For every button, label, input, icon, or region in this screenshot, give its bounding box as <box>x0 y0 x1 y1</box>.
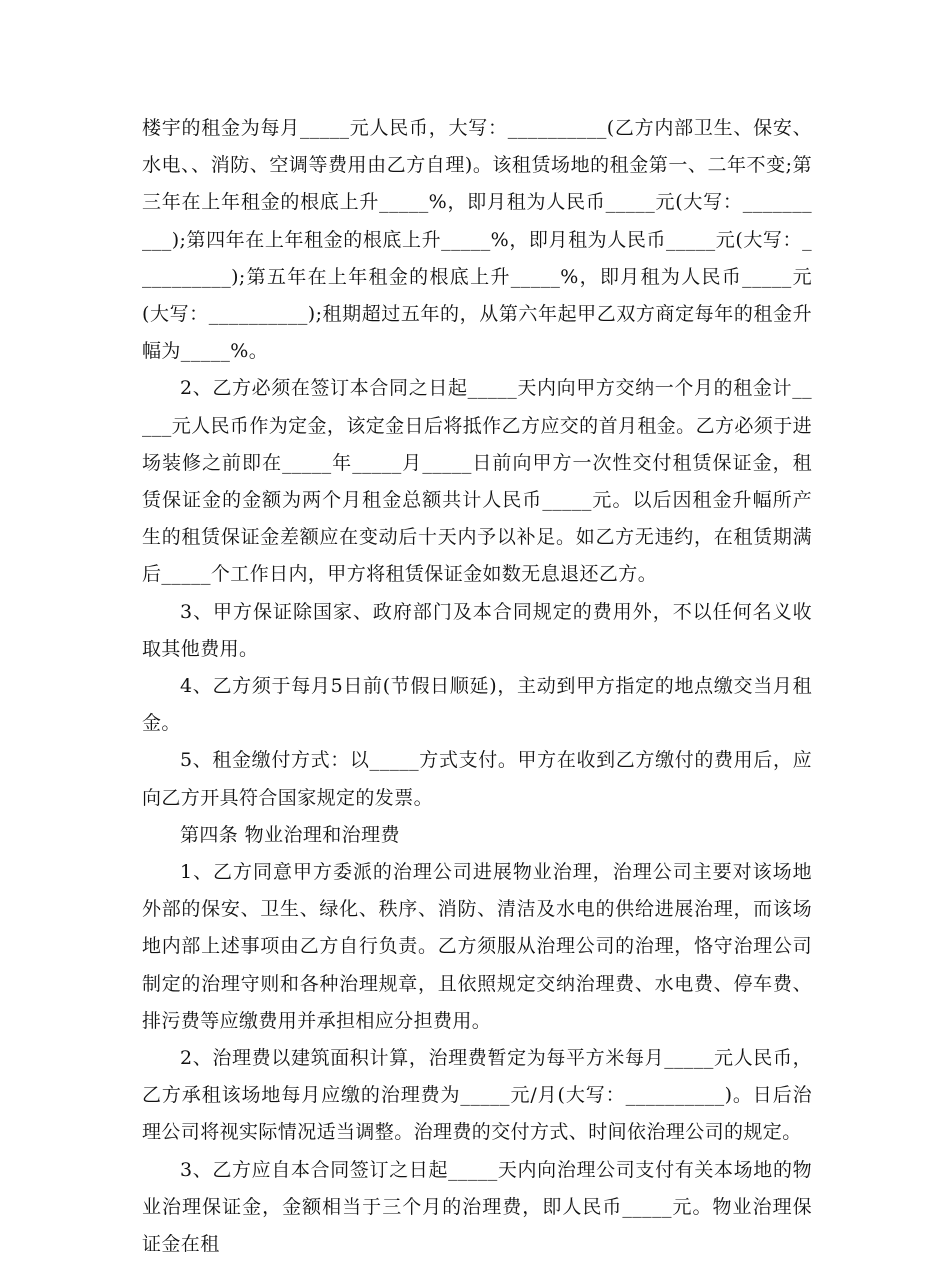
paragraph-rent-schedule: 楼宇的租金为每月_____元人民币，大写：__________(乙方内部卫生、保安、水电、、消防、空调等费用由乙方自理)。该租赁场地的租金第一、二年不变;第三年在上年租金的根底上升_____%，即月租为人民币_____元(大写：__________);第四年在上年租金的根底上升_____%，即月租为人民币_____元(大写：__________);第五年在上年租金的根底上升_____%，即月租为人民币_____元(大写：__________);租期超过五年的，从第六年起甲乙双方商定每年的租金升幅为_____%。 <box>142 117 812 363</box>
paragraph-deposit: 2、乙方必须在签订本合同之日起_____天内向甲方交纳一个月的租金计_____元人民币作为定金，该定金日后将抵作乙方应交的首月租金。乙方必须于进场装修之前即在_____年_____月_____日前向甲方一次性交付租赁保证金，租赁保证金的金额为两个月租金总额共计人民币_____元。以后因租金升幅所产生的租赁保证金差额应在变动后十天内予以补足。如乙方无违约，在租赁期满后_____个工作日内，甲方将租赁保证金如数无息退还乙方。 <box>142 377 812 586</box>
paragraph-management-fee: 2、治理费以建筑面积计算，治理费暂定为每平方米每月_____元人民币，乙方承租该场地每月应缴的治理费为_____元/月(大写：__________)。日后治理公司将视实际情况适当调整。治理费的交付方式、时间依治理公司的规定。 <box>142 1047 812 1144</box>
paragraph-monthly-payment: 4、乙方须于每月5日前(节假日顺延)，主动到甲方指定的地点缴交当月租金。 <box>142 675 812 735</box>
paragraph-management-deposit: 3、乙方应自本合同签订之日起_____天内向治理公司支付有关本场地的物业治理保证金，金额相当于三个月的治理费，即人民币_____元。物业治理保证金在租 <box>142 1158 812 1256</box>
document-body <box>142 110 812 1263</box>
paragraph-no-other-fees: 3、甲方保证除国家、政府部门及本合同规定的费用外，不以任何名义收取其他费用。 <box>142 600 812 660</box>
paragraph-payment-method: 5、租金缴付方式：以_____方式支付。甲方在收到乙方缴付的费用后，应向乙方开具符合国家规定的发票。 <box>142 749 812 809</box>
paragraph-property-management: 1、乙方同意甲方委派的治理公司进展物业治理，治理公司主要对该场地外部的保安、卫生、绿化、秩序、消防、清洁及水电的供给进展治理，而该场地内部上述事项由乙方自行负责。乙方须服从治理公司的治理，恪守治理公司制定的治理守则和各种治理规章，且依照规定交纳治理费、水电费、停车费、排污费等应缴费用并承担相应分担费用。 <box>142 861 812 1032</box>
section-heading: 第四条 物业治理和治理费 <box>180 823 400 846</box>
